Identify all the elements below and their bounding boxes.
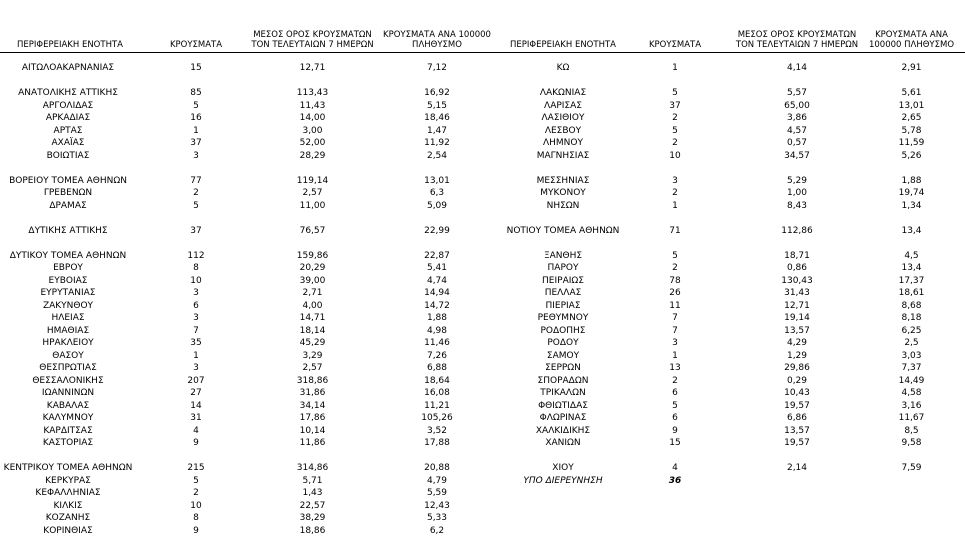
region-cell: ΥΠΟ ΔΙΕΡΕΥΝΗΣΗ xyxy=(523,475,603,486)
avg7-cell: 45,29 xyxy=(299,338,326,348)
per100k-cell: 2,54 xyxy=(426,150,448,161)
per100k-cell: 1,34 xyxy=(901,200,922,211)
cases-cell: 2 xyxy=(672,188,678,198)
cases-cell: 2 xyxy=(672,375,678,386)
per100k-cell: 4,98 xyxy=(426,325,448,336)
avg7-cell: 34,14 xyxy=(299,400,326,411)
avg7-cell: 112,86 xyxy=(781,225,813,236)
cases-cell: 3 xyxy=(193,363,199,373)
avg7-cell: 18,86 xyxy=(299,525,326,536)
per100k-cell: 5,09 xyxy=(426,200,448,211)
cases-cell: 3 xyxy=(672,338,678,348)
region-cell: ΘΕΣΣΑΛΟΝΙΚΗΣ xyxy=(32,375,104,386)
avg7-cell: 13,57 xyxy=(784,425,810,436)
region-cell: ΖΑΚΥΝΘΟΥ xyxy=(42,300,94,311)
cases-cell: 2 xyxy=(672,263,678,273)
avg7-cell: 20,29 xyxy=(299,263,326,273)
region-cell: ΗΡΑΚΛΕΙΟΥ xyxy=(42,338,94,348)
avg7-cell: 130,43 xyxy=(781,275,813,286)
avg7-cell: 18,71 xyxy=(784,250,810,261)
per100k-cell: 12,43 xyxy=(424,500,450,511)
header-region-label: ΠΕΡΙΦΕΡΕΙΑΚΗ ΕΝΟΤΗΤΑ xyxy=(510,40,616,50)
avg7-cell: 12,71 xyxy=(299,63,326,73)
per100k-cell: 11,46 xyxy=(424,338,450,348)
region-cell: ΛΗΜΝΟΥ xyxy=(542,138,583,148)
cases-cell: 37 xyxy=(190,225,202,236)
region-cell: ΒΟΡΕΙΟΥ ΤΟΜΕΑ ΑΘΗΝΩΝ xyxy=(9,175,127,186)
region-cell: ΘΑΣΟΥ xyxy=(52,350,84,361)
avg7-cell: 38,29 xyxy=(299,513,326,523)
avg7-cell: 52,00 xyxy=(299,138,326,148)
per100k-cell: 5,26 xyxy=(901,150,922,161)
avg7-cell: 4,29 xyxy=(786,338,808,348)
per100k-cell: 18,64 xyxy=(424,375,450,386)
per100k-cell: 22,99 xyxy=(424,225,450,236)
cases-cell: 5 xyxy=(672,88,678,98)
header-avg7-label: ΜΕΣΟΣ ΟΡΟΣ ΚΡΟΥΣΜΑΤΩΝ ΤΟΝ ΤΕΛΕΥΤΑΙΩΝ 7 ΗΜΕΡΩΝ xyxy=(735,30,859,50)
avg7-cell: 3,86 xyxy=(786,113,808,123)
avg7-cell: 8,43 xyxy=(786,200,808,211)
region-cell: ΔΥΤΙΚΗΣ ΑΤΤΙΚΗΣ xyxy=(28,225,108,236)
region-cell: ΚΕΝΤΡΙΚΟΥ ΤΟΜΕΑ ΑΘΗΝΩΝ xyxy=(3,463,133,473)
per100k-cell: 5,15 xyxy=(426,100,448,111)
per100k-cell: 7,37 xyxy=(901,363,922,373)
cases-cell: 3 xyxy=(672,175,678,186)
region-cell: ΜΑΓΝΗΣΙΑΣ xyxy=(536,150,590,161)
cases-cell: 6 xyxy=(193,300,199,311)
region-cell: ΑΡΓΟΛΙΔΑΣ xyxy=(42,100,94,111)
avg7-cell: 4,57 xyxy=(786,125,808,136)
cases-cell: 2 xyxy=(672,138,678,148)
region-cell: ΚΙΛΚΙΣ xyxy=(53,500,83,511)
region-cell: ΚΩ xyxy=(556,63,570,73)
per100k-cell: 19,74 xyxy=(898,188,925,198)
avg7-cell: 3,00 xyxy=(302,125,323,136)
region-cell: ΑΡΚΑΔΙΑΣ xyxy=(45,113,91,123)
region-cell: ΝΟΤΙΟΥ ΤΟΜΕΑ ΑΘΗΝΩΝ xyxy=(506,225,620,236)
region-cell: ΠΕΙΡΑΙΩΣ xyxy=(542,275,584,286)
per100k-cell: 8,5 xyxy=(904,425,919,436)
per100k-cell: 17,37 xyxy=(898,275,925,286)
avg7-cell: 13,57 xyxy=(784,325,810,336)
region-cell: ΓΡΕΒΕΝΩΝ xyxy=(43,188,93,198)
avg7-cell: 19,57 xyxy=(784,400,810,411)
region-cell: ΚΟΡΙΝΘΙΑΣ xyxy=(43,525,93,536)
region-cell: ΣΠΟΡΑΔΩΝ xyxy=(537,375,589,386)
region-cell: ΠΕΛΛΑΣ xyxy=(544,288,582,298)
header-cases-label: ΚΡΟΥΣΜΑΤΑ xyxy=(648,40,702,50)
region-cell: ΚΑΣΤΟΡΙΑΣ xyxy=(42,438,94,448)
per100k-cell: 5,33 xyxy=(426,513,448,523)
avg7-cell: 5,29 xyxy=(786,175,808,186)
avg7-cell: 76,57 xyxy=(299,225,326,236)
cases-cell: 1 xyxy=(193,125,199,136)
cases-cell: 15 xyxy=(669,438,681,448)
avg7-cell: 11,43 xyxy=(299,100,326,111)
cases-cell: 77 xyxy=(190,175,202,186)
per100k-cell: 11,67 xyxy=(898,413,925,423)
avg7-cell: 19,57 xyxy=(784,438,810,448)
avg7-cell: 65,00 xyxy=(784,100,810,111)
cases-cell: 31 xyxy=(190,413,202,423)
header-cases xyxy=(640,14,710,50)
cases-cell: 26 xyxy=(669,288,681,298)
avg7-cell: 14,71 xyxy=(299,313,326,323)
cases-cell: 27 xyxy=(190,388,202,398)
per100k-cell: 5,41 xyxy=(426,263,448,273)
cases-cell: 2 xyxy=(672,113,678,123)
avg7-cell: 2,71 xyxy=(302,288,323,298)
header-per100k-label: ΚΡΟΥΣΜΑΤΑ ΑΝΑ 100000 ΠΛΗΘΥΣΜΟ xyxy=(868,30,955,50)
per100k-cell: 18,61 xyxy=(898,288,925,298)
cases-cell: 5 xyxy=(193,100,199,111)
per100k-cell: 14,72 xyxy=(424,300,450,311)
region-cell: ΝΗΣΩΝ xyxy=(546,200,580,211)
cases-cell: 3 xyxy=(193,288,199,298)
cases-cell: 5 xyxy=(672,400,678,411)
per100k-cell: 9,58 xyxy=(901,438,922,448)
cases-cell: 37 xyxy=(190,138,202,148)
cases-cell: 207 xyxy=(187,375,205,386)
avg7-cell: 0,57 xyxy=(786,138,808,148)
region-cell: ΑΡΤΑΣ xyxy=(53,125,83,136)
avg7-cell: 3,29 xyxy=(302,350,323,361)
cases-cell: 9 xyxy=(193,525,199,536)
per100k-cell: 14,94 xyxy=(424,288,450,298)
region-cell: ΠΑΡΟΥ xyxy=(547,263,579,273)
per100k-cell: 7,12 xyxy=(426,63,448,73)
per100k-cell: 7,26 xyxy=(426,350,448,361)
per100k-cell: 6,88 xyxy=(426,363,448,373)
region-cell: ΑΧΑΪΑΣ xyxy=(51,138,85,148)
per100k-cell: 1,88 xyxy=(901,175,922,186)
region-cell: ΛΑΚΩΝΙΑΣ xyxy=(539,88,587,98)
region-cell: ΙΩΑΝΝΙΝΩΝ xyxy=(41,388,95,398)
cases-cell: 71 xyxy=(669,225,681,236)
cases-cell: 5 xyxy=(193,475,199,486)
cases-cell: 16 xyxy=(190,113,202,123)
avg7-cell: 318,86 xyxy=(296,375,329,386)
per100k-cell: 6,2 xyxy=(429,525,445,536)
cases-cell: 8 xyxy=(193,513,199,523)
cases-cell: 7 xyxy=(672,313,678,323)
cases-cell: 85 xyxy=(190,88,202,98)
avg7-cell: 29,86 xyxy=(784,363,810,373)
header-divider xyxy=(0,52,965,53)
avg7-cell: 6,86 xyxy=(786,413,808,423)
avg7-cell: 119,14 xyxy=(296,175,329,186)
avg7-cell: 1,00 xyxy=(786,188,808,198)
per100k-cell: 2,5 xyxy=(904,338,919,348)
cases-cell: 9 xyxy=(672,425,678,436)
cases-cell: 112 xyxy=(187,250,205,261)
avg7-cell: 10,43 xyxy=(784,388,810,398)
cases-cell: 1 xyxy=(193,350,199,361)
cases-cell: 7 xyxy=(672,325,678,336)
region-cell: ΕΒΡΟΥ xyxy=(53,263,83,273)
cases-cell: 2 xyxy=(193,188,199,198)
header-per100k xyxy=(858,14,965,50)
avg7-cell: 19,14 xyxy=(784,313,810,323)
per100k-cell: 3,52 xyxy=(426,425,448,436)
region-cell: ΣΕΡΡΩΝ xyxy=(545,363,581,373)
per100k-cell: 16,92 xyxy=(424,88,450,98)
region-cell: ΔΡΑΜΑΣ xyxy=(49,200,87,211)
header-cases-label: ΚΡΟΥΣΜΑΤΑ xyxy=(169,40,223,50)
region-cell: ΕΥΡΥΤΑΝΙΑΣ xyxy=(40,288,96,298)
region-cell: ΣΑΜΟΥ xyxy=(546,350,580,361)
avg7-cell: 4,14 xyxy=(786,63,808,73)
region-cell: ΔΥΤΙΚΟΥ ΤΟΜΕΑ ΑΘΗΝΩΝ xyxy=(9,250,127,261)
region-cell: ΜΥΚΟΝΟΥ xyxy=(540,188,586,198)
per100k-cell: 11,59 xyxy=(898,138,925,148)
region-cell: ΑΝΑΤΟΛΙΚΗΣ ΑΤΤΙΚΗΣ xyxy=(18,88,118,98)
header-region xyxy=(2,14,138,50)
region-cell: ΧΙΟΥ xyxy=(552,463,574,473)
per100k-cell: 5,59 xyxy=(426,488,448,498)
cases-cell: 4 xyxy=(672,463,678,473)
avg7-cell: 2,14 xyxy=(786,463,808,473)
per100k-cell: 7,59 xyxy=(901,463,922,473)
region-cell: ΡΕΘΥΜΝΟΥ xyxy=(537,313,589,323)
region-cell: ΕΥΒΟΙΑΣ xyxy=(48,275,88,286)
region-cell: ΚΕΡΚΥΡΑΣ xyxy=(45,475,91,486)
avg7-cell: 5,57 xyxy=(786,88,808,98)
region-cell: ΤΡΙΚΑΛΩΝ xyxy=(540,388,586,398)
cases-cell: 7 xyxy=(193,325,199,336)
cases-cell: 6 xyxy=(672,413,678,423)
avg7-cell: 14,00 xyxy=(299,113,326,123)
region-cell: ΦΘΙΩΤΙΔΑΣ xyxy=(538,400,588,411)
per100k-cell: 8,18 xyxy=(901,313,922,323)
region-cell: ΚΕΦΑΛΛΗΝΙΑΣ xyxy=(35,488,101,498)
header-region xyxy=(498,14,628,50)
region-cell: ΗΜΑΘΙΑΣ xyxy=(46,325,90,336)
cases-cell: 1 xyxy=(672,350,678,361)
cases-cell: 215 xyxy=(187,463,205,473)
per100k-cell: 4,74 xyxy=(426,275,448,286)
avg7-cell: 17,86 xyxy=(299,413,326,423)
cases-cell: 8 xyxy=(193,263,199,273)
per100k-cell: 20,88 xyxy=(424,463,450,473)
region-cell: ΛΕΣΒΟΥ xyxy=(544,125,582,136)
avg7-cell: 1,43 xyxy=(302,488,323,498)
cases-cell: 1 xyxy=(672,63,678,73)
per100k-cell: 4,79 xyxy=(426,475,448,486)
per100k-cell: 105,26 xyxy=(421,413,453,423)
avg7-cell: 31,86 xyxy=(299,388,326,398)
region-cell: ΚΑΡΔΙΤΣΑΣ xyxy=(43,425,93,436)
avg7-cell: 28,29 xyxy=(299,150,326,161)
per100k-cell: 11,21 xyxy=(424,400,450,411)
region-cell: ΡΟΔΟΥ xyxy=(547,338,579,348)
avg7-cell: 22,57 xyxy=(299,500,326,511)
per100k-cell: 11,92 xyxy=(424,138,450,148)
cases-cell: 10 xyxy=(669,150,681,161)
region-cell: ΜΕΣΣΗΝΙΑΣ xyxy=(536,175,590,186)
header-avg7 xyxy=(732,14,862,50)
per100k-cell: 2,65 xyxy=(901,113,922,123)
cases-cell: 5 xyxy=(672,125,678,136)
avg7-cell: 1,29 xyxy=(786,350,808,361)
avg7-cell: 2,57 xyxy=(302,188,323,198)
avg7-cell: 0,29 xyxy=(786,375,808,386)
per100k-cell: 4,58 xyxy=(901,388,922,398)
cases-cell: 10 xyxy=(190,500,202,511)
region-cell: ΛΑΣΙΘΙΟΥ xyxy=(541,113,585,123)
avg7-cell: 18,14 xyxy=(299,325,326,336)
cases-cell: 78 xyxy=(669,275,681,286)
header-region-label: ΠΕΡΙΦΕΡΕΙΑΚΗ ΕΝΟΤΗΤΑ xyxy=(17,40,123,50)
cases-cell: 15 xyxy=(190,63,202,73)
cases-cell: 11 xyxy=(669,300,681,311)
avg7-cell: 31,43 xyxy=(784,288,810,298)
per100k-cell: 22,87 xyxy=(424,250,450,261)
region-cell: ΒΟΙΩΤΙΑΣ xyxy=(46,150,90,161)
cases-cell: 1 xyxy=(672,200,678,211)
avg7-cell: 10,14 xyxy=(299,425,326,436)
per100k-cell: 4,5 xyxy=(904,250,919,261)
avg7-cell: 11,00 xyxy=(299,200,326,211)
header-per100k-label: ΚΡΟΥΣΜΑΤΑ ΑΝΑ 100000 ΠΛΗΘΥΣΜΟ xyxy=(383,30,491,50)
avg7-cell: 11,86 xyxy=(299,438,326,448)
region-cell: ΠΙΕΡΙΑΣ xyxy=(545,300,581,311)
avg7-cell: 39,00 xyxy=(299,275,326,286)
per100k-cell: 3,16 xyxy=(901,400,922,411)
per100k-cell: 1,47 xyxy=(426,125,448,136)
per100k-cell: 17,88 xyxy=(424,438,450,448)
cases-cell: 9 xyxy=(193,438,199,448)
per100k-cell: 16,08 xyxy=(424,388,450,398)
header-avg7 xyxy=(250,14,375,50)
avg7-cell: 2,57 xyxy=(302,363,323,373)
region-cell: ΚΟΖΑΝΗΣ xyxy=(45,513,91,523)
region-cell: ΘΕΣΠΡΩΤΙΑΣ xyxy=(39,363,97,373)
region-cell: ΑΙΤΩΛΟΑΚΑΡΝΑΝΙΑΣ xyxy=(21,63,115,73)
per100k-cell: 1,88 xyxy=(426,313,448,323)
header-per100k xyxy=(378,14,496,50)
cases-cell: 5 xyxy=(193,200,199,211)
per100k-cell: 5,78 xyxy=(901,125,922,136)
cases-cell: 4 xyxy=(193,425,199,436)
avg7-cell: 159,86 xyxy=(296,250,329,261)
region-cell: ΧΑΝΙΩΝ xyxy=(545,438,581,448)
cases-cell: 5 xyxy=(672,250,678,261)
avg7-cell: 12,71 xyxy=(784,300,810,311)
per100k-cell: 5,61 xyxy=(901,88,922,98)
cases-cell: 14 xyxy=(190,400,202,411)
cases-cell: 2 xyxy=(193,488,199,498)
header-avg7-label: ΜΕΣΟΣ ΟΡΟΣ ΚΡΟΥΣΜΑΤΩΝ ΤΟΝ ΤΕΛΕΥΤΑΙΩΝ 7 ΗΜΕΡΩΝ xyxy=(251,30,374,50)
per100k-cell: 2,91 xyxy=(901,63,922,73)
cases-cell: 37 xyxy=(669,100,681,111)
region-cell: ΦΛΩΡΙΝΑΣ xyxy=(539,413,587,423)
per100k-cell: 8,68 xyxy=(901,300,922,311)
cases-cell: 36 xyxy=(668,475,682,486)
avg7-cell: 34,57 xyxy=(784,150,810,161)
avg7-cell: 4,00 xyxy=(302,300,323,311)
cases-cell: 6 xyxy=(672,388,678,398)
cases-cell: 3 xyxy=(193,313,199,323)
region-cell: ΞΑΝΘΗΣ xyxy=(543,250,583,261)
per100k-cell: 13,4 xyxy=(901,225,922,236)
region-cell: ΚΑΒΑΛΑΣ xyxy=(46,400,90,411)
cases-cell: 10 xyxy=(190,275,202,286)
per100k-cell: 14,49 xyxy=(898,375,925,386)
region-cell: ΚΑΛΥΜΝΟΥ xyxy=(42,413,94,423)
cases-cell: 3 xyxy=(193,150,199,161)
per100k-cell: 3,03 xyxy=(901,350,922,361)
per100k-cell: 18,46 xyxy=(424,113,450,123)
per100k-cell: 6,25 xyxy=(901,325,922,336)
region-cell: ΛΑΡΙΣΑΣ xyxy=(544,100,582,111)
avg7-cell: 5,71 xyxy=(302,475,323,486)
region-cell: ΧΑΛΚΙΔΙΚΗΣ xyxy=(535,425,591,436)
per100k-cell: 6,3 xyxy=(429,188,445,198)
per100k-cell: 13,01 xyxy=(424,175,450,186)
per100k-cell: 13,4 xyxy=(901,263,922,273)
avg7-cell: 0,86 xyxy=(786,263,808,273)
per100k-cell: 13,01 xyxy=(898,100,925,111)
region-cell: ΗΛΕΙΑΣ xyxy=(51,313,85,323)
cases-cell: 13 xyxy=(669,363,681,373)
cases-cell: 35 xyxy=(190,338,202,348)
avg7-cell: 314,86 xyxy=(296,463,329,473)
avg7-cell: 113,43 xyxy=(296,88,329,98)
header-cases xyxy=(160,14,232,50)
region-cell: ΡΟΔΟΠΗΣ xyxy=(540,325,586,336)
